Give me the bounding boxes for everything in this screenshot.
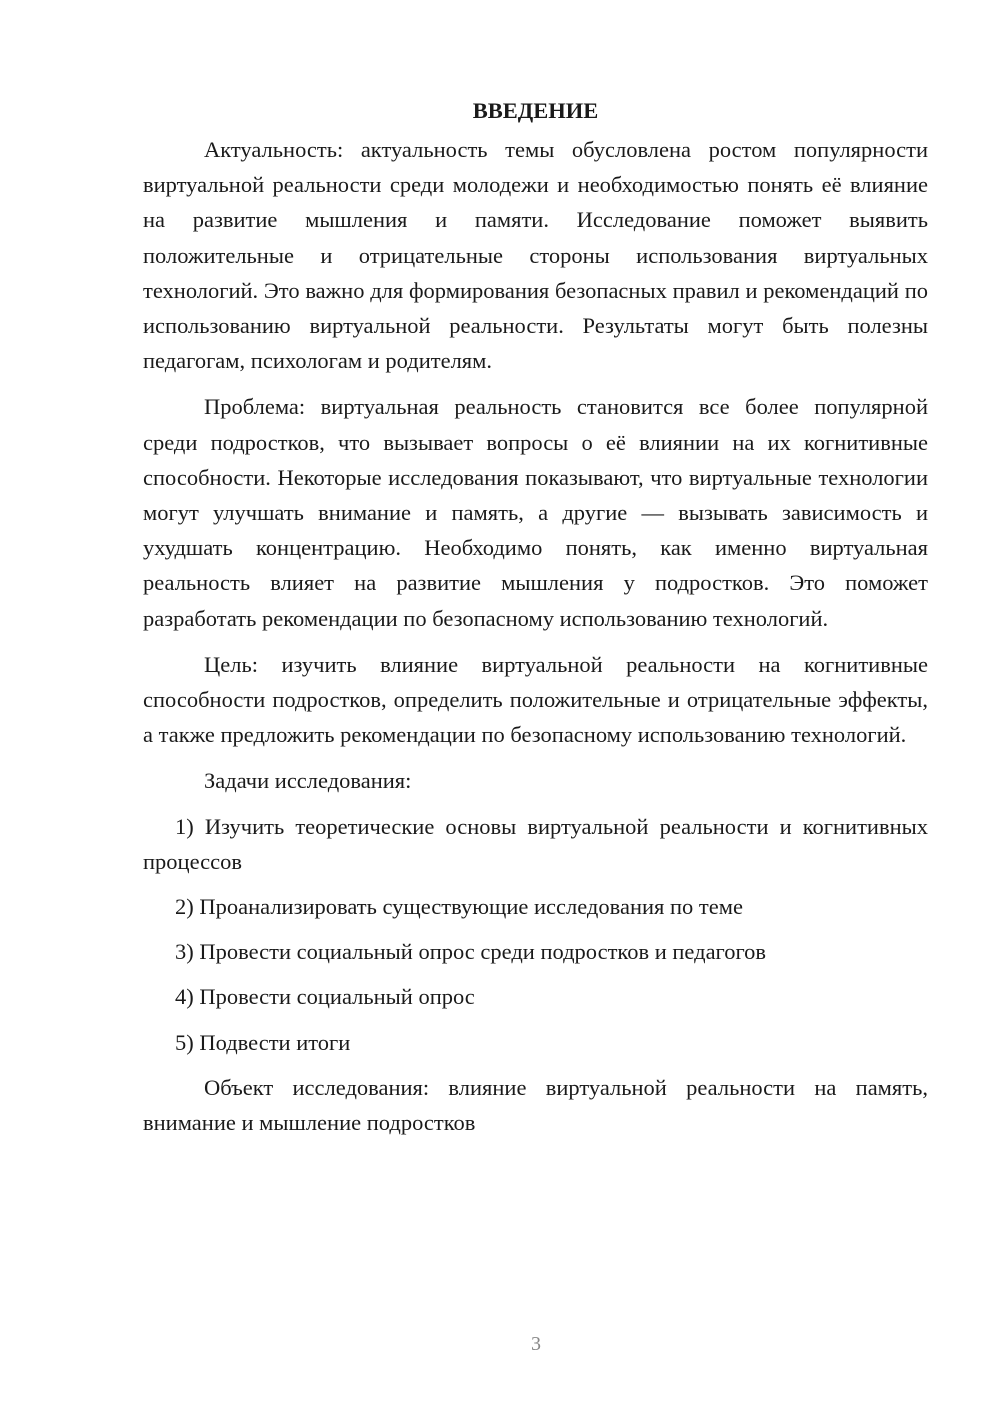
tasks-heading: Задачи исследования: [204, 768, 412, 794]
goal-paragraph: Цель: изучить влияние виртуальной реальности на когнитивные способности подростков, определить положительные и отрицательные эффекты, а также предложить рекомендации по безопасному использованию технологий. [143, 651, 928, 748]
task-item: 2) Проанализировать существующие исследования по теме [175, 894, 743, 920]
research-object-paragraph: Объект исследования: влияние виртуальной реальности на память, внимание и мышление подростков [143, 1074, 928, 1136]
document-page [143, 96, 928, 1151]
task-item: 5) Подвести итоги [175, 1029, 351, 1055]
task-item: 4) Провести социальный опрос [175, 984, 475, 1010]
task-item: 3) Провести социальный опрос среди подростков и педагогов [175, 939, 767, 965]
page-number: 3 [531, 1333, 541, 1355]
page-title: ВВЕДЕНИЕ [472, 98, 599, 123]
task-item: 1) Изучить теоретические основы виртуальной реальности и когнитивных процессов [143, 813, 928, 874]
problem-paragraph: Проблема: виртуальная реальность становится все более популярной среди подростков, что вызывает вопросы о её влиянии на их когнитивные способности. Некоторые исследования показывают, что виртуальные технологии могут улучшать внимание и память, а другие — вызывать зависимость и ухудшать концентрацию. Необходимо понять, как именно виртуальная реальность влияет на развитие мышления у подростков. Это поможет разработать рекомендации по безопасному использованию технологий. [143, 394, 928, 631]
relevance-paragraph: Актуальность: актуальность темы обусловлена ростом популярности виртуальной реальности среди молодежи и необходимостью понять её влияние на развитие мышления и памяти. Исследование поможет выявить положительные и отрицательные стороны использования виртуальных технологий. Это важно для формирования безопасных правил и рекомендаций по использованию виртуальной реальности. Результаты могут быть полезны педагогам, психологам и родителям. [143, 137, 928, 374]
